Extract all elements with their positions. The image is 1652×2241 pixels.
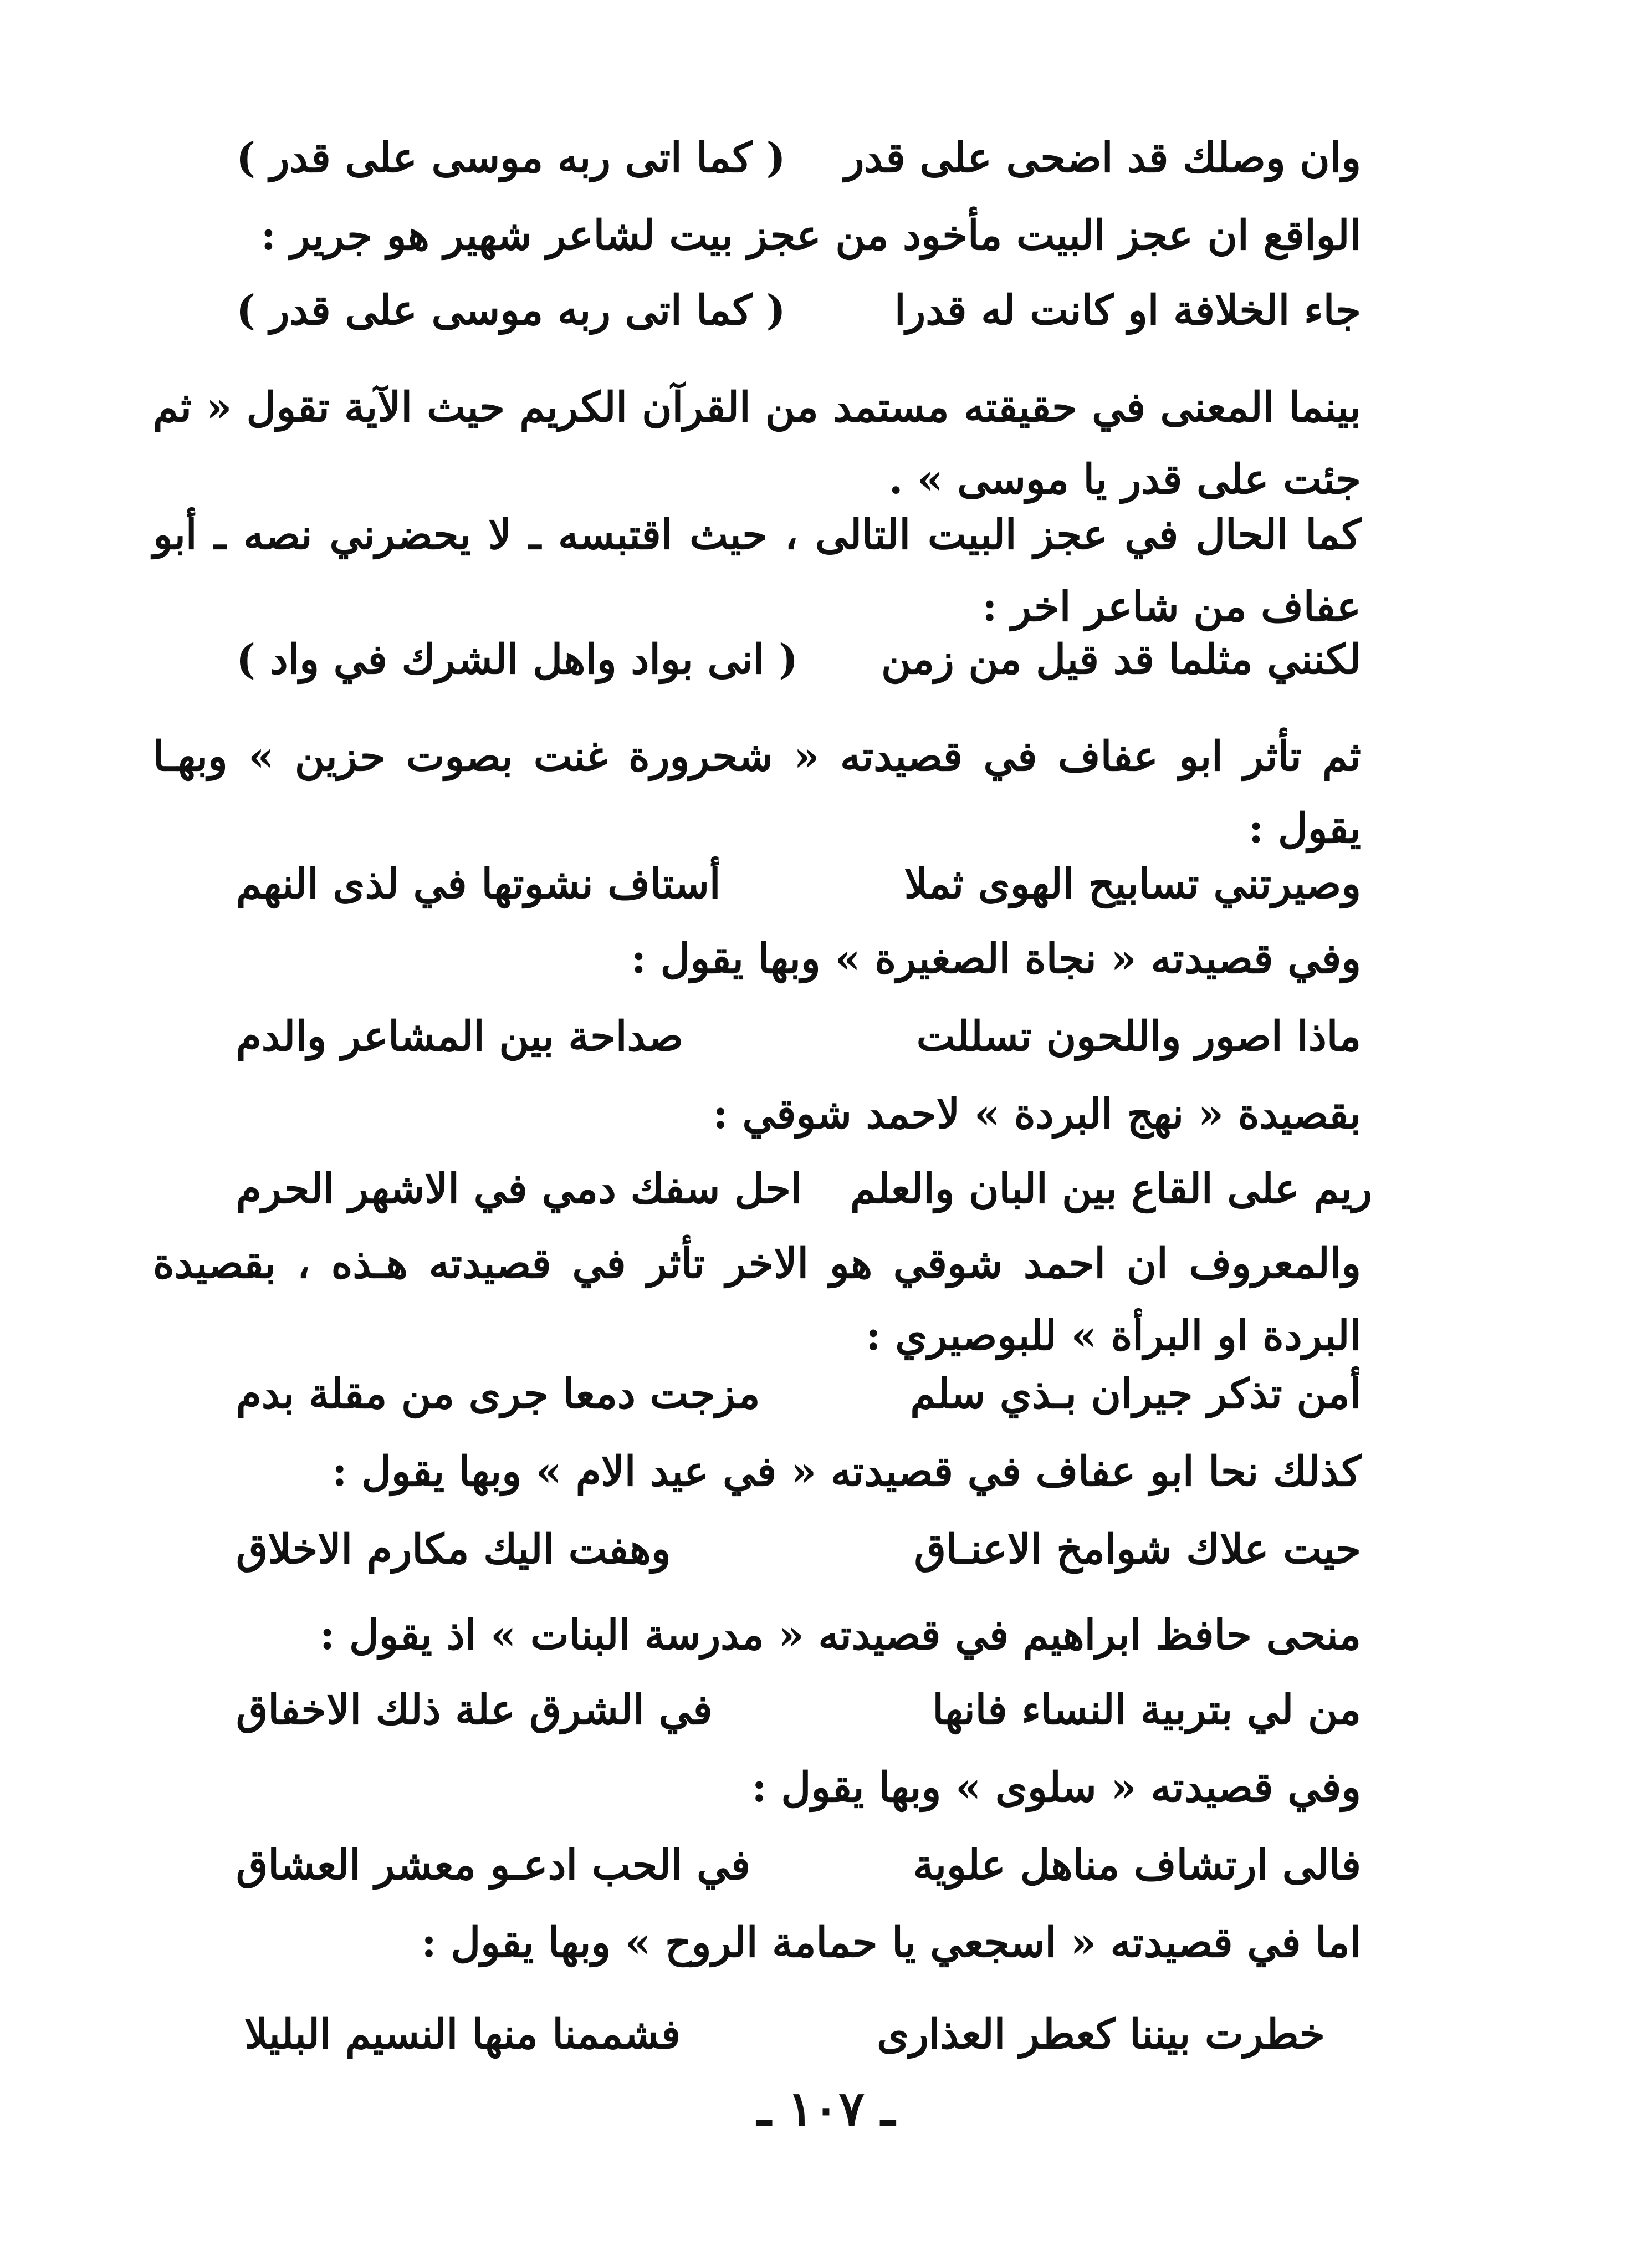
verse-first-hemistich: من لي بتربية النساء فانها	[932, 1686, 1361, 1734]
verse-first-hemistich: ماذا اصور واللحون تسللت	[916, 1013, 1361, 1060]
verse-first-hemistich: فالى ارتشاف مناهل علوية	[913, 1841, 1361, 1889]
text-line: وفي قصيدته « سلوى » وبها يقول :	[751, 1764, 1361, 1811]
verse-second-hemistich: ( كما اتى ربه موسى على قدر )	[236, 134, 786, 182]
verse-first-hemistich: خطرت بيننا كعطر العذارى	[877, 2010, 1325, 2058]
verse-second-hemistich: صداحة بين المشاعر والدم	[236, 1013, 684, 1060]
verse-line	[236, 1513, 1361, 1585]
verse-second-hemistich: وهفت اليك مكارم الاخلاق	[236, 1525, 671, 1573]
verse-line	[236, 1674, 1361, 1746]
verse-second-hemistich: ( كما اتى ربه موسى على قدر )	[236, 287, 786, 334]
verse-second-hemistich: احل سفك دمي في الاشهر الحرم	[236, 1165, 802, 1213]
verse-first-hemistich: أمن تذكر جيران بـذي سلم	[910, 1370, 1361, 1418]
verse-line	[236, 1000, 1361, 1073]
verse-line	[236, 274, 1361, 346]
verse-line	[236, 1153, 1372, 1225]
verse-second-hemistich: أستاف نشوتها في لذى النهم	[236, 860, 721, 908]
verse-second-hemistich: في الشرق علة ذلك الاخفاق	[236, 1686, 713, 1734]
verse-first-hemistich: وان وصلك قد اضحى على قدر	[844, 134, 1361, 182]
verse-second-hemistich: مزجت دمعا جرى من مقلة بدم	[236, 1370, 760, 1418]
text-line: الواقع ان عجز البيت مأخود من عجز بيت لشاعر شهير هو جرير :	[260, 212, 1361, 259]
verse-first-hemistich: جاء الخلافة او كانت له قدرا	[894, 287, 1361, 334]
verse-first-hemistich: ريم على القاع بين البان والعلم	[850, 1165, 1372, 1213]
paragraph: بينما المعنى في حقيقته مستمد من القرآن الكريم حيث الآية تقول « ثم جئت على قدر يا موسى » .	[153, 384, 1361, 503]
verse-line	[236, 122, 1361, 194]
verse-second-hemistich: ( انى بواد واهل الشرك في واد )	[236, 636, 799, 683]
text-line: كذلك نحا ابو عفاف في قصيدته « في عيد الام » وبها يقول :	[332, 1448, 1361, 1495]
text-line: اما في قصيدته « اسجعي يا حمامة الروح » وبها يقول :	[421, 1919, 1361, 1967]
verse-first-hemistich: لكنني مثلما قد قيل من زمن	[881, 636, 1361, 683]
verse-line	[244, 1998, 1325, 2070]
verse-second-hemistich: فشممنا منها النسيم البليلا	[244, 2010, 681, 2058]
paragraph: كما الحال في عجز البيت التالى ، حيث اقتبسه ـ لا يحضرني نصه ـ أبو عفاف من شاعر اخر :	[153, 511, 1361, 631]
paragraph: ثم تأثر ابو عفاف في قصيدته « شحرورة غنت بصوت حزين » وبهـا يقول :	[153, 733, 1361, 853]
verse-line	[236, 624, 1361, 696]
text-line: بقصيدة « نهج البردة » لاحمد شوقي :	[713, 1090, 1361, 1138]
verse-line	[236, 1829, 1361, 1901]
text-line: منحى حافظ ابراهيم في قصيدته « مدرسة البنات » اذ يقول :	[319, 1611, 1361, 1659]
verse-first-hemistich: حيت علاك شوامخ الاعنـاق	[914, 1525, 1361, 1573]
text-line: وفي قصيدته « نجاة الصغيرة » وبها يقول :	[631, 935, 1361, 983]
verse-first-hemistich: وصيرتني تسابيح الهوى ثملا	[904, 860, 1361, 908]
verse-second-hemistich: في الحب ادعـو معشر العشاق	[236, 1841, 751, 1889]
paragraph: والمعروف ان احمد شوقي هو الاخر تأثر في قصيدته هـذه ، بقصيدة البردة او البرأة » للبوصيري :	[153, 1240, 1361, 1360]
page-number: ـ ١٠٧ ـ	[757, 2081, 895, 2137]
verse-line	[236, 1358, 1361, 1430]
verse-line	[236, 848, 1361, 920]
